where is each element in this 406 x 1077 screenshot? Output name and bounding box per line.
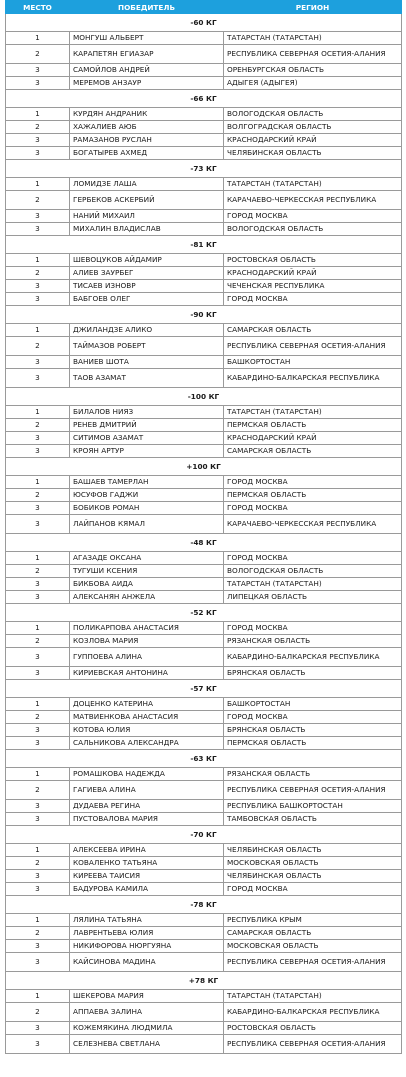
place-cell: 2: [6, 711, 70, 724]
region-cell: ВОЛОГОДСКАЯ ОБЛАСТЬ: [224, 565, 402, 578]
table-row: [6, 914, 402, 927]
region-cell: БАШКОРТОСТАН: [224, 698, 402, 711]
table-row: [6, 210, 402, 223]
region-cell: РЯЗАНСКАЯ ОБЛАСТЬ: [224, 635, 402, 648]
place-cell: 3: [6, 515, 70, 534]
region-cell: КРАСНОДАРСКИЙ КРАЙ: [224, 134, 402, 147]
place-cell: 3: [6, 64, 70, 77]
region-cell: ЧЕЧЕНСКАЯ РЕСПУБЛИКА: [224, 280, 402, 293]
region-cell: ТАТАРСТАН (ТАТАРСТАН): [224, 178, 402, 191]
place-cell: 1: [6, 844, 70, 857]
region-cell: БРЯНСКАЯ ОБЛАСТЬ: [224, 724, 402, 737]
place-cell: 3: [6, 134, 70, 147]
table-row: [6, 356, 402, 369]
winner-cell: МЕРЕМОВ АНЗАУР: [70, 77, 224, 90]
weight-category-row: [6, 896, 402, 914]
weight-category-row: [6, 306, 402, 324]
region-cell: ПЕРМСКАЯ ОБЛАСТЬ: [224, 489, 402, 502]
region-cell: ЧЕЛЯБИНСКАЯ ОБЛАСТЬ: [224, 870, 402, 883]
weight-category-row: [6, 534, 402, 552]
region-cell: ГОРОД МОСКВА: [224, 883, 402, 896]
weight-category-row: [6, 680, 402, 698]
region-cell: АДЫГЕЯ (АДЫГЕЯ): [224, 77, 402, 90]
region-cell: КАБАРДИНО-БАЛКАРСКАЯ РЕСПУБЛИКА: [224, 369, 402, 388]
table-row: [6, 870, 402, 883]
region-cell: РЕСПУБЛИКА СЕВЕРНАЯ ОСЕТИЯ-АЛАНИЯ: [224, 337, 402, 356]
table-row: [6, 578, 402, 591]
table-row: [6, 857, 402, 870]
place-cell: 2: [6, 781, 70, 800]
weight-category-title: -100 КГ: [6, 388, 402, 406]
region-cell: ГОРОД МОСКВА: [224, 502, 402, 515]
winner-cell: СЕЛЕЗНЕВА СВЕТЛАНА: [70, 1035, 224, 1054]
weight-category-row: [6, 388, 402, 406]
place-cell: 3: [6, 147, 70, 160]
region-cell: ПЕРМСКАЯ ОБЛАСТЬ: [224, 737, 402, 750]
place-cell: 3: [6, 293, 70, 306]
winner-cell: ДЖИЛАНДЗЕ АЛИКО: [70, 324, 224, 337]
winner-cell: БАШАЕВ ТАМЕРЛАН: [70, 476, 224, 489]
weight-category-row: [6, 458, 402, 476]
table-row: [6, 711, 402, 724]
table-row: [6, 178, 402, 191]
table-row: [6, 419, 402, 432]
place-cell: 2: [6, 1003, 70, 1022]
winner-cell: РЕНЕВ ДМИТРИЙ: [70, 419, 224, 432]
table-row: [6, 768, 402, 781]
table-row: [6, 45, 402, 64]
place-cell: 1: [6, 698, 70, 711]
region-cell: ВОЛОГОДСКАЯ ОБЛАСТЬ: [224, 223, 402, 236]
place-cell: 2: [6, 45, 70, 64]
table-row: [6, 635, 402, 648]
table-row: [6, 844, 402, 857]
winner-cell: ТАОВ АЗАМАТ: [70, 369, 224, 388]
weight-category-row: [6, 972, 402, 990]
place-cell: 3: [6, 210, 70, 223]
place-cell: 3: [6, 870, 70, 883]
place-cell: 3: [6, 223, 70, 236]
place-cell: 3: [6, 724, 70, 737]
region-cell: РЕСПУБЛИКА КРЫМ: [224, 914, 402, 927]
winner-cell: НИКИФОРОВА НЮРГУЯНА: [70, 940, 224, 953]
winner-cell: БОБИКОВ РОМАН: [70, 502, 224, 515]
table-row: [6, 32, 402, 45]
winner-cell: ТУГУШИ КСЕНИЯ: [70, 565, 224, 578]
weight-category-row: [6, 604, 402, 622]
table-row: [6, 565, 402, 578]
place-cell: 3: [6, 1035, 70, 1054]
place-cell: 3: [6, 813, 70, 826]
place-cell: 3: [6, 667, 70, 680]
winner-cell: БАБГОЕВ ОЛЕГ: [70, 293, 224, 306]
winner-cell: КОТОВА ЮЛИЯ: [70, 724, 224, 737]
table-row: [6, 698, 402, 711]
place-cell: 3: [6, 502, 70, 515]
region-cell: РЕСПУБЛИКА СЕВЕРНАЯ ОСЕТИЯ-АЛАНИЯ: [224, 781, 402, 800]
place-cell: 1: [6, 254, 70, 267]
place-cell: 2: [6, 191, 70, 210]
weight-category-title: -90 КГ: [6, 306, 402, 324]
table-row: [6, 223, 402, 236]
column-header-winner: ПОБЕДИТЕЛЬ: [70, 1, 224, 14]
region-cell: РОСТОВСКАЯ ОБЛАСТЬ: [224, 254, 402, 267]
place-cell: 2: [6, 267, 70, 280]
region-cell: РЕСПУБЛИКА СЕВЕРНАЯ ОСЕТИЯ-АЛАНИЯ: [224, 953, 402, 972]
place-cell: 2: [6, 419, 70, 432]
region-cell: ТАТАРСТАН (ТАТАРСТАН): [224, 578, 402, 591]
place-cell: 3: [6, 356, 70, 369]
table-row: [6, 781, 402, 800]
region-cell: ВОЛОГОДСКАЯ ОБЛАСТЬ: [224, 108, 402, 121]
weight-category-row: [6, 236, 402, 254]
winner-cell: КОЖЕМЯКИНА ЛЮДМИЛА: [70, 1022, 224, 1035]
region-cell: ГОРОД МОСКВА: [224, 622, 402, 635]
winner-cell: КОВАЛЕНКО ТАТЬЯНА: [70, 857, 224, 870]
region-cell: ТАТАРСТАН (ТАТАРСТАН): [224, 32, 402, 45]
place-cell: 2: [6, 927, 70, 940]
region-cell: САМАРСКАЯ ОБЛАСТЬ: [224, 927, 402, 940]
place-cell: 1: [6, 914, 70, 927]
winner-cell: РАМАЗАНОВ РУСЛАН: [70, 134, 224, 147]
place-cell: 3: [6, 591, 70, 604]
winner-cell: АЛИЕВ ЗАУРБЕГ: [70, 267, 224, 280]
place-cell: 3: [6, 883, 70, 896]
place-cell: 3: [6, 445, 70, 458]
weight-category-row: [6, 750, 402, 768]
table-row: [6, 724, 402, 737]
place-cell: 1: [6, 324, 70, 337]
table-row: [6, 337, 402, 356]
region-cell: ГОРОД МОСКВА: [224, 293, 402, 306]
table-row: [6, 1035, 402, 1054]
winner-cell: ВАНИЕВ ШОТА: [70, 356, 224, 369]
region-cell: ГОРОД МОСКВА: [224, 711, 402, 724]
table-row: [6, 502, 402, 515]
table-row: [6, 121, 402, 134]
winner-cell: ТАЙМАЗОВ РОБЕРТ: [70, 337, 224, 356]
region-cell: ВОЛГОГРАДСКАЯ ОБЛАСТЬ: [224, 121, 402, 134]
winner-cell: КИРЕЕВА ТАИСИЯ: [70, 870, 224, 883]
table-row: [6, 927, 402, 940]
table-row: [6, 737, 402, 750]
table-row: [6, 64, 402, 77]
region-cell: ТАМБОВСКАЯ ОБЛАСТЬ: [224, 813, 402, 826]
place-cell: 1: [6, 108, 70, 121]
place-cell: 2: [6, 635, 70, 648]
table-row: [6, 515, 402, 534]
winner-cell: ГАГИЕВА АЛИНА: [70, 781, 224, 800]
winner-cell: САМОЙЛОВ АНДРЕЙ: [70, 64, 224, 77]
table-row: [6, 191, 402, 210]
winner-cell: МАТВИЕНКОВА АНАСТАСИЯ: [70, 711, 224, 724]
table-row: [6, 1003, 402, 1022]
place-cell: 1: [6, 32, 70, 45]
table-row: [6, 552, 402, 565]
place-cell: 2: [6, 565, 70, 578]
place-cell: 3: [6, 1022, 70, 1035]
table-row: [6, 953, 402, 972]
region-cell: ТАТАРСТАН (ТАТАРСТАН): [224, 406, 402, 419]
table-row: [6, 108, 402, 121]
table-row: [6, 445, 402, 458]
place-cell: 3: [6, 77, 70, 90]
region-cell: КАРАЧАЕВО-ЧЕРКЕССКАЯ РЕСПУБЛИКА: [224, 191, 402, 210]
place-cell: 1: [6, 178, 70, 191]
table-row: [6, 77, 402, 90]
region-cell: КАРАЧАЕВО-ЧЕРКЕССКАЯ РЕСПУБЛИКА: [224, 515, 402, 534]
winner-cell: КАРАПЕТЯН ЕГИАЗАР: [70, 45, 224, 64]
region-cell: КАБАРДИНО-БАЛКАРСКАЯ РЕСПУБЛИКА: [224, 648, 402, 667]
winner-cell: БАДУРОВА КАМИЛА: [70, 883, 224, 896]
weight-category-row: [6, 826, 402, 844]
winner-cell: ПУСТОВАЛОВА МАРИЯ: [70, 813, 224, 826]
winner-cell: МОНГУШ АЛЬБЕРТ: [70, 32, 224, 45]
weight-category-title: +78 КГ: [6, 972, 402, 990]
place-cell: 3: [6, 800, 70, 813]
column-header-place: МЕСТО: [6, 1, 70, 14]
winner-cell: ЮСУФОВ ГАДЖИ: [70, 489, 224, 502]
winner-cell: АЛЕКСЕЕВА ИРИНА: [70, 844, 224, 857]
region-cell: КАБАРДИНО-БАЛКАРСКАЯ РЕСПУБЛИКА: [224, 1003, 402, 1022]
place-cell: 2: [6, 121, 70, 134]
results-body: [6, 14, 402, 1054]
winner-cell: РОМАШКОВА НАДЕЖДА: [70, 768, 224, 781]
region-cell: РЕСПУБЛИКА СЕВЕРНАЯ ОСЕТИЯ-АЛАНИЯ: [224, 1035, 402, 1054]
table-row: [6, 432, 402, 445]
weight-category-title: -78 КГ: [6, 896, 402, 914]
place-cell: 3: [6, 940, 70, 953]
table-row: [6, 648, 402, 667]
weight-category-title: -70 КГ: [6, 826, 402, 844]
region-cell: ГОРОД МОСКВА: [224, 476, 402, 489]
region-cell: ГОРОД МОСКВА: [224, 210, 402, 223]
region-cell: КРАСНОДАРСКИЙ КРАЙ: [224, 432, 402, 445]
weight-category-title: -73 КГ: [6, 160, 402, 178]
region-cell: ЧЕЛЯБИНСКАЯ ОБЛАСТЬ: [224, 147, 402, 160]
winner-cell: КОЗЛОВА МАРИЯ: [70, 635, 224, 648]
winner-cell: БОГАТЫРЕВ АХМЕД: [70, 147, 224, 160]
place-cell: 3: [6, 648, 70, 667]
place-cell: 1: [6, 622, 70, 635]
weight-category-title: -48 КГ: [6, 534, 402, 552]
region-cell: РОСТОВСКАЯ ОБЛАСТЬ: [224, 1022, 402, 1035]
table-row: [6, 476, 402, 489]
winner-cell: ХАЖАЛИЕВ АЮБ: [70, 121, 224, 134]
winner-cell: ДУДАЕВА РЕГИНА: [70, 800, 224, 813]
winner-cell: ЛАВРЕНТЬЕВА ЮЛИЯ: [70, 927, 224, 940]
table-row: [6, 1022, 402, 1035]
table-row: [6, 990, 402, 1003]
column-header-region: РЕГИОН: [224, 1, 402, 14]
winner-cell: ПОЛИКАРПОВА АНАСТАСИЯ: [70, 622, 224, 635]
winner-cell: ЛОМИДЗЕ ЛАША: [70, 178, 224, 191]
place-cell: 3: [6, 280, 70, 293]
results-table: [5, 0, 402, 1054]
place-cell: 3: [6, 578, 70, 591]
place-cell: 3: [6, 432, 70, 445]
table-row: [6, 813, 402, 826]
table-row: [6, 134, 402, 147]
region-cell: ТАТАРСТАН (ТАТАРСТАН): [224, 990, 402, 1003]
weight-category-title: -60 КГ: [6, 14, 402, 32]
table-row: [6, 883, 402, 896]
region-cell: ЧЕЛЯБИНСКАЯ ОБЛАСТЬ: [224, 844, 402, 857]
place-cell: 2: [6, 857, 70, 870]
weight-category-row: [6, 160, 402, 178]
place-cell: 3: [6, 737, 70, 750]
region-cell: МОСКОВСКАЯ ОБЛАСТЬ: [224, 857, 402, 870]
place-cell: 1: [6, 990, 70, 1003]
table-header-row: [6, 1, 402, 14]
table-row: [6, 622, 402, 635]
winner-cell: ЛЯЛИНА ТАТЬЯНА: [70, 914, 224, 927]
winner-cell: МИХАЛИН ВЛАДИСЛАВ: [70, 223, 224, 236]
winner-cell: СИТИМОВ АЗАМАТ: [70, 432, 224, 445]
table-row: [6, 591, 402, 604]
region-cell: РЯЗАНСКАЯ ОБЛАСТЬ: [224, 768, 402, 781]
place-cell: 3: [6, 953, 70, 972]
table-row: [6, 369, 402, 388]
winner-cell: ТИСАЕВ ИЗНОВР: [70, 280, 224, 293]
winner-cell: ГУППОЕВА АЛИНА: [70, 648, 224, 667]
place-cell: 2: [6, 489, 70, 502]
winner-cell: ДОЦЕНКО КАТЕРИНА: [70, 698, 224, 711]
table-row: [6, 940, 402, 953]
table-row: [6, 406, 402, 419]
region-cell: РЕСПУБЛИКА СЕВЕРНАЯ ОСЕТИЯ-АЛАНИЯ: [224, 45, 402, 64]
weight-category-row: [6, 14, 402, 32]
region-cell: САМАРСКАЯ ОБЛАСТЬ: [224, 324, 402, 337]
winner-cell: ЛАЙПАНОВ КЯМАЛ: [70, 515, 224, 534]
winner-cell: КРОЯН АРТУР: [70, 445, 224, 458]
weight-category-title: -66 КГ: [6, 90, 402, 108]
table-row: [6, 254, 402, 267]
table-row: [6, 267, 402, 280]
winner-cell: ШЕКЕРОВА МАРИЯ: [70, 990, 224, 1003]
weight-category-title: -57 КГ: [6, 680, 402, 698]
region-cell: КРАСНОДАРСКИЙ КРАЙ: [224, 267, 402, 280]
weight-category-row: [6, 90, 402, 108]
winner-cell: ШЕВОЦУКОВ АЙДАМИР: [70, 254, 224, 267]
region-cell: БРЯНСКАЯ ОБЛАСТЬ: [224, 667, 402, 680]
place-cell: 2: [6, 337, 70, 356]
region-cell: САМАРСКАЯ ОБЛАСТЬ: [224, 445, 402, 458]
weight-category-title: -52 КГ: [6, 604, 402, 622]
winner-cell: КАЙСИНОВА МАДИНА: [70, 953, 224, 972]
table-row: [6, 324, 402, 337]
winner-cell: БИЛАЛОВ НИЯЗ: [70, 406, 224, 419]
winner-cell: АЛЕКСАНЯН АНЖЕЛА: [70, 591, 224, 604]
winner-cell: АППАЕВА ЗАЛИНА: [70, 1003, 224, 1022]
table-row: [6, 280, 402, 293]
region-cell: ГОРОД МОСКВА: [224, 552, 402, 565]
weight-category-title: -63 КГ: [6, 750, 402, 768]
table-row: [6, 489, 402, 502]
table-row: [6, 293, 402, 306]
region-cell: БАШКОРТОСТАН: [224, 356, 402, 369]
table-row: [6, 667, 402, 680]
region-cell: ЛИПЕЦКАЯ ОБЛАСТЬ: [224, 591, 402, 604]
table-row: [6, 800, 402, 813]
winner-cell: ГЕРБЕКОВ АСКЕРБИЙ: [70, 191, 224, 210]
weight-category-title: +100 КГ: [6, 458, 402, 476]
region-cell: МОСКОВСКАЯ ОБЛАСТЬ: [224, 940, 402, 953]
place-cell: 1: [6, 476, 70, 489]
place-cell: 1: [6, 552, 70, 565]
winner-cell: КУРДЯН АНДРАНИК: [70, 108, 224, 121]
weight-category-title: -81 КГ: [6, 236, 402, 254]
place-cell: 1: [6, 768, 70, 781]
place-cell: 1: [6, 406, 70, 419]
place-cell: 3: [6, 369, 70, 388]
winner-cell: БИКБОВА АИДА: [70, 578, 224, 591]
winner-cell: НАНИЙ МИХАИЛ: [70, 210, 224, 223]
region-cell: РЕСПУБЛИКА БАШКОРТОСТАН: [224, 800, 402, 813]
region-cell: ПЕРМСКАЯ ОБЛАСТЬ: [224, 419, 402, 432]
winner-cell: АГАЗАДЕ ОКСАНА: [70, 552, 224, 565]
winner-cell: КИРИЕВСКАЯ АНТОНИНА: [70, 667, 224, 680]
table-row: [6, 147, 402, 160]
region-cell: ОРЕНБУРГСКАЯ ОБЛАСТЬ: [224, 64, 402, 77]
winner-cell: САЛЬНИКОВА АЛЕКСАНДРА: [70, 737, 224, 750]
